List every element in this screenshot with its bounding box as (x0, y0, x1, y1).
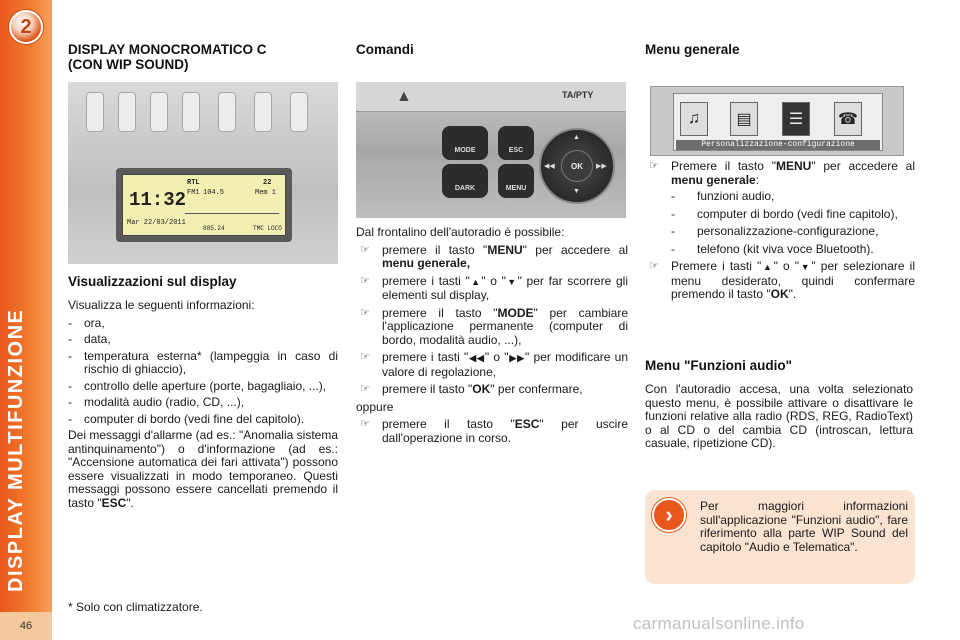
list-item: ☞ Premere i tasti "▲" o "▼" per selezionare il menu desiderato, quindi confermare premendo il tasto "OK". (649, 259, 915, 301)
screen-temperature: 22 (263, 179, 272, 187)
ta-pty-label: TA/PTY (562, 90, 594, 100)
audio-paragraph: Con l'autoradio accesa, una volta selezionato questo menu, è possibile attivare o disattivare le funzioni relative alla radio (RDS, REG, RadioText) o al CD o del cambia CD (introscan, lettura casuale, ripetizione CD). (645, 382, 913, 450)
list-item: - funzioni audio, (671, 190, 915, 204)
list-item: - computer di bordo (vedi fine capitolo), (671, 208, 915, 222)
ok-key: OK (561, 150, 593, 182)
display-photo (68, 82, 338, 264)
list-item: ☞ premere il tasto "OK" per confermare, (360, 382, 583, 396)
list-item: - data, (68, 333, 338, 347)
screen-frequency: 104.5 (203, 189, 225, 197)
menu-general-list (645, 160, 915, 302)
footnote: * Solo con climatizzatore. (68, 600, 203, 614)
heading-menu-generale: Menu generale (645, 42, 740, 57)
pointer-icon: ☞ (360, 418, 370, 430)
list-item: - temperatura esterna* (lampeggia in caso di rischio di ghiaccio), (68, 350, 338, 377)
telephone-icon: ☎ (834, 102, 862, 136)
page-number: 46 (0, 612, 52, 640)
info-arrow-icon: › (652, 498, 686, 532)
menu-photo (650, 86, 904, 156)
screen-trip: 885.24 (203, 225, 225, 232)
settings-icon: ☰ (782, 102, 810, 136)
list-item: - controllo delle aperture (porte, bagagliaio, ...), (68, 380, 338, 394)
monochrome-screen (122, 174, 286, 236)
col2-body (356, 226, 628, 449)
up-arrow-icon: ▲ (573, 134, 580, 141)
trip-computer-icon: ▤ (730, 102, 758, 136)
hazard-icon: ▲ (396, 88, 412, 105)
col1-intro: Visualizza le seguenti informazioni: (68, 298, 255, 312)
pointer-icon: ☞ (649, 260, 659, 272)
list-item: ☞ premere il tasto "MENU" per accedere al menu generale, (360, 242, 629, 270)
down-arrow-icon: ▼ (573, 188, 580, 195)
oppure-label: oppure (356, 399, 394, 414)
list-item: - ora, (68, 317, 338, 331)
col1-body (68, 299, 338, 510)
list-item: ☞ premere il tasto "MODE" per cambiare l'applicazione permanente (computer di bordo, modalità audio, ...), (360, 305, 629, 347)
esc-key: ESC (498, 126, 534, 160)
pointer-icon: ☞ (360, 274, 370, 287)
subheading-visualizzazioni: Visualizzazioni sul display (68, 274, 237, 289)
col2-intro: Dal frontalino dell'autoradio è possibile: (356, 225, 565, 239)
screen-band: FM1 (187, 189, 200, 197)
esc-list (356, 418, 628, 445)
screen-tmc-code: TMC LOCO (253, 225, 282, 232)
list-item: - computer di bordo (vedi fine del capitolo). (68, 413, 338, 427)
controls-list (356, 244, 628, 397)
display-info-list (68, 317, 338, 427)
menu-sub-list (671, 190, 915, 256)
rewind-icon: ◀◀ (544, 163, 555, 170)
list-item: ☞ premere i tasti "▲" o "▼" per far scorrere gli elementi sul display, (360, 273, 628, 302)
menu-key: MENU (498, 164, 534, 198)
screen-clock: 11:32 (129, 189, 187, 211)
pointer-icon: ☞ (360, 306, 370, 319)
dark-key: DARK (442, 164, 488, 198)
heading-comandi: Comandi (356, 42, 414, 57)
pointer-icon: ☞ (649, 160, 659, 172)
screen-rds-name: RTL (187, 179, 200, 187)
controls-photo (356, 82, 626, 218)
pointer-icon: ☞ (360, 383, 370, 395)
col3-body (645, 160, 915, 306)
menu-image-label: Personalizzazione-configurazione (676, 140, 880, 150)
pointer-icon: ☞ (360, 351, 370, 363)
screen-date: Mar 22/03/2011 (127, 219, 186, 227)
note-text: Per maggiori informazioni sull'applicazione "Funzioni audio", fare riferimento alla parte WIP Sound del capitolo "Audio e Telematica". (700, 499, 908, 554)
audio-icon: ♫ (680, 102, 708, 136)
list-item: - personalizzazione-configurazione, (671, 225, 915, 239)
list-item: ☞ premere i tasti "◀◀" o "▶▶" per modificare un valore di regolazione, (360, 350, 629, 379)
section-title: DISPLAY MULTIFUNZIONE (5, 308, 27, 592)
chapter-badge: 2 (9, 10, 43, 44)
screen-preset: Mem 1 (255, 189, 277, 197)
watermark: carmanualsonline.info (633, 614, 805, 633)
mode-key: MODE (442, 126, 488, 160)
list-item: - telefono (kit viva voce Bluetooth). (671, 243, 915, 257)
list-item: ☞ Premere il tasto "MENU" per accedere al menu generale: - funzioni audio, - computer di bordo (vedi fine capitolo), - personalizzazione-configurazione, - telefono (kit viva voce Bluetooth). (645, 160, 915, 256)
col1-paragraph: Dei messaggi d'allarme (ad es.: "Anomalia sistema antinquinamento") o d'informazione (ad es.: "Accensione automatica dei fari attivata") possono essere visualizzati in modo temporaneo. Questi messaggi possono essere cancellati premendo il tasto "ESC". (68, 428, 338, 510)
heading-display-monocromatico: DISPLAY MONOCROMATICO C (CON WIP SOUND) (68, 42, 267, 72)
forward-icon: ▶▶ (596, 163, 607, 170)
subheading-funzioni-audio: Menu "Funzioni audio" (645, 358, 793, 373)
list-item: ☞ premere il tasto "ESC" per uscire dall'operazione in corso. (360, 417, 628, 445)
pointer-icon: ☞ (360, 243, 370, 256)
list-item: - modalità audio (radio, CD, ...), (68, 396, 338, 410)
